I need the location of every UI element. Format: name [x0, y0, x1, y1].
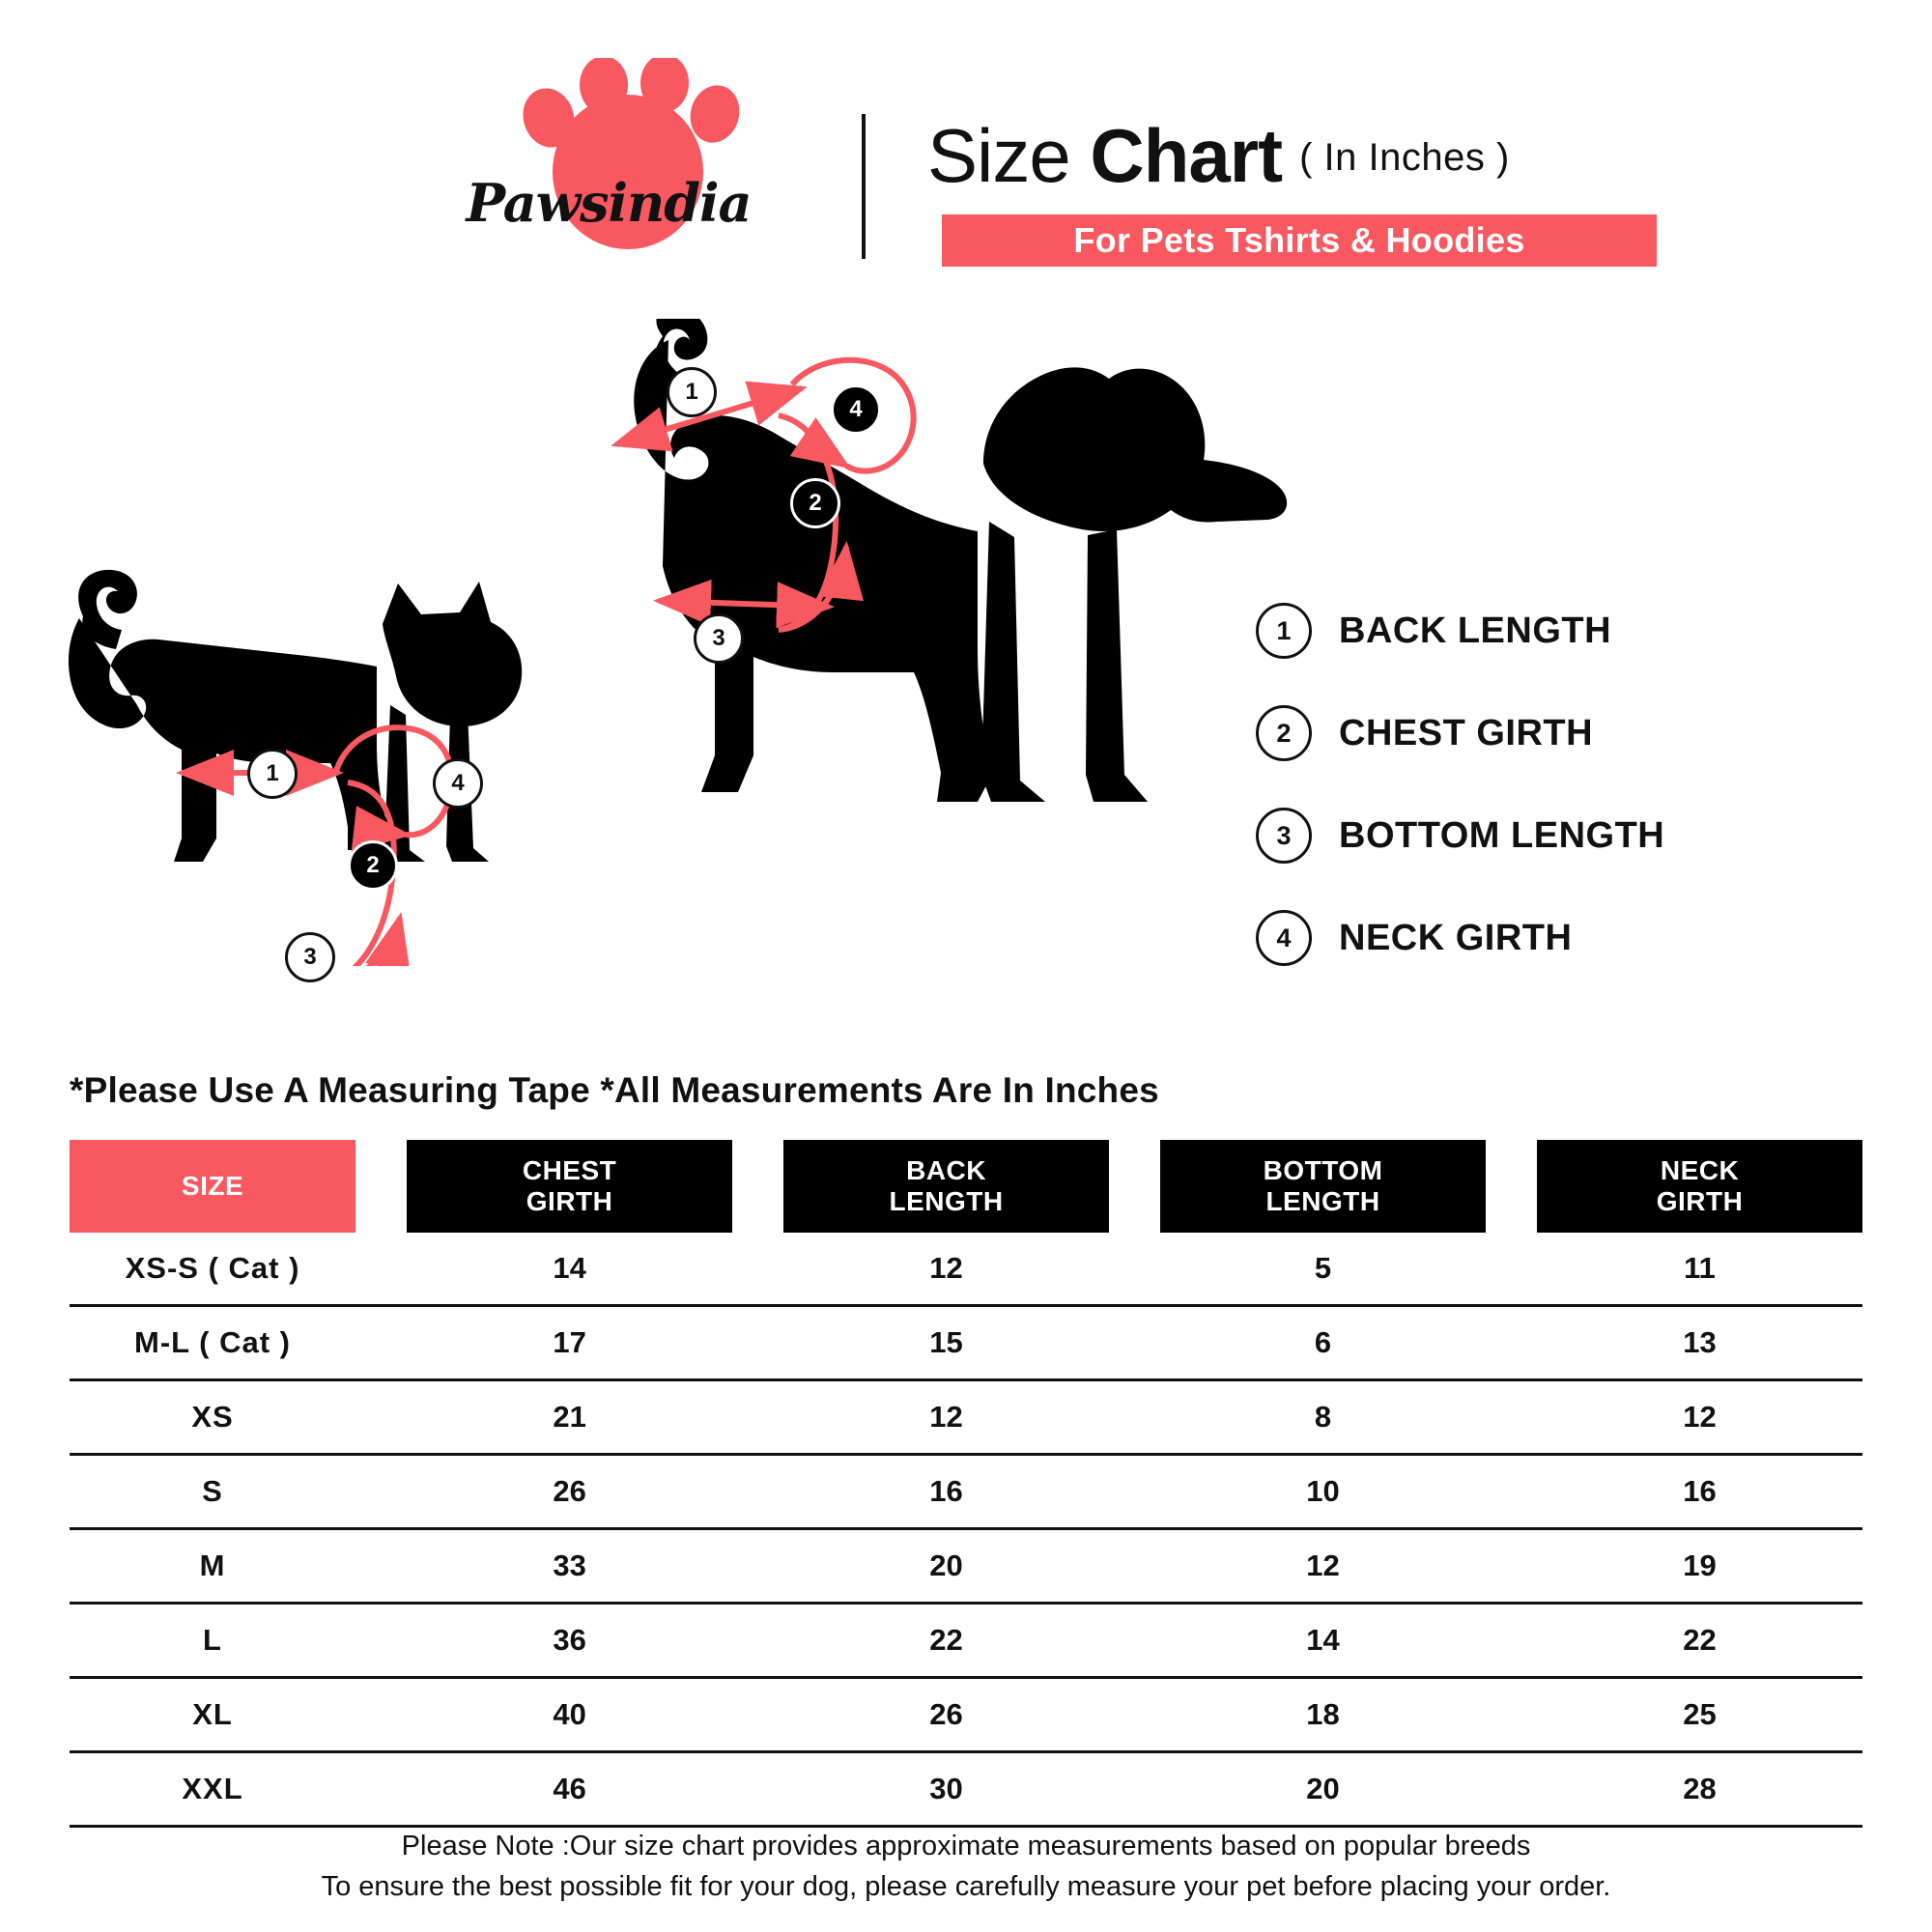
cell-size: L [70, 1604, 355, 1678]
legend-label-1: BACK LENGTH [1339, 610, 1612, 651]
col-header-size: SIZE [70, 1140, 355, 1233]
cell-size: XS [70, 1380, 355, 1455]
cell-chest: 14 [407, 1233, 732, 1306]
brand-name: Pawsindia [466, 172, 752, 234]
cell-bottom: 12 [1160, 1529, 1486, 1604]
col-header-neck-line2: GIRTH [1656, 1186, 1744, 1216]
cell-back: 15 [783, 1306, 1109, 1380]
cell-neck: 28 [1537, 1752, 1862, 1827]
table-row [70, 1380, 1862, 1455]
cell-back: 12 [783, 1380, 1109, 1455]
cell-chest: 33 [407, 1529, 732, 1604]
legend-item-neck-girth [1256, 887, 1835, 989]
brand-logo [425, 58, 831, 251]
legend-item-bottom-length [1256, 784, 1835, 887]
measurement-diagram [0, 348, 1932, 1024]
cell-back: 16 [783, 1455, 1109, 1529]
dog-marker-2: 2 [790, 478, 840, 528]
page-header [0, 39, 1932, 260]
table-row [70, 1455, 1862, 1529]
col-header-back-line1: BACK [906, 1154, 986, 1185]
legend-item-chest-girth [1256, 682, 1835, 784]
cell-bottom: 6 [1160, 1306, 1486, 1380]
cell-back: 20 [783, 1529, 1109, 1604]
col-header-neck-line1: NECK [1660, 1154, 1740, 1185]
col-header-bottom-length [1160, 1140, 1486, 1233]
cell-size: M [70, 1529, 355, 1604]
title-bold: Chart [1090, 113, 1283, 198]
table-row [70, 1604, 1862, 1678]
cell-chest: 40 [407, 1678, 732, 1752]
legend-item-back-length [1256, 580, 1835, 682]
title-unit: ( In Inches ) [1299, 136, 1510, 179]
cell-bottom: 14 [1160, 1604, 1486, 1678]
col-header-bottom-line1: BOTTOM [1263, 1154, 1383, 1185]
title-light: Size [927, 113, 1091, 198]
size-table [70, 1140, 1862, 1828]
measuring-note: *Please Use A Measuring Tape *All Measurements Are In Inches [70, 1070, 1159, 1110]
footnote [0, 1826, 1932, 1907]
cat-measurement-arrows [58, 464, 676, 966]
cell-chest: 17 [407, 1306, 732, 1380]
col-header-bottom-line2: LENGTH [1265, 1186, 1380, 1216]
footnote-line-2: To ensure the best possible fit for your dog, please carefully measure your pet before placing your order. [321, 1871, 1611, 1903]
dog-marker-4: 4 [831, 384, 881, 435]
legend-number-3: 3 [1256, 808, 1312, 864]
cat-marker-2: 2 [348, 840, 398, 891]
cell-back: 30 [783, 1752, 1109, 1827]
legend-number-4: 4 [1256, 910, 1312, 966]
legend-label-3: BOTTOM LENGTH [1339, 814, 1665, 856]
cat-marker-3: 3 [285, 932, 335, 982]
dog-marker-1: 1 [667, 367, 717, 417]
cell-size: S [70, 1455, 355, 1529]
col-header-chest-line2: GIRTH [526, 1186, 613, 1216]
cell-back: 26 [783, 1678, 1109, 1752]
cell-neck: 22 [1537, 1604, 1862, 1678]
cell-size: M-L ( Cat ) [70, 1306, 355, 1380]
cell-bottom: 20 [1160, 1752, 1486, 1827]
table-row [70, 1306, 1862, 1380]
col-header-chest-line1: CHEST [522, 1154, 617, 1185]
cell-neck: 19 [1537, 1529, 1862, 1604]
cell-size: XXL [70, 1752, 355, 1827]
cell-chest: 26 [407, 1455, 732, 1529]
dog-marker-3: 3 [694, 613, 744, 664]
cell-size: XS-S ( Cat ) [70, 1233, 355, 1306]
cell-neck: 11 [1537, 1233, 1862, 1306]
col-header-neck-girth [1537, 1140, 1862, 1233]
cell-back: 12 [783, 1233, 1109, 1306]
cell-chest: 46 [407, 1752, 732, 1827]
cell-neck: 25 [1537, 1678, 1862, 1752]
size-table-wrapper [70, 1140, 1862, 1828]
cell-chest: 36 [407, 1604, 732, 1678]
cell-size: XL [70, 1678, 355, 1752]
cell-back: 22 [783, 1604, 1109, 1678]
legend-number-1: 1 [1256, 603, 1312, 659]
legend-label-4: NECK GIRTH [1339, 917, 1573, 958]
legend-number-2: 2 [1256, 705, 1312, 761]
size-table-head [70, 1140, 1862, 1233]
cell-bottom: 10 [1160, 1455, 1486, 1529]
size-table-body [70, 1233, 1862, 1827]
cell-neck: 13 [1537, 1306, 1862, 1380]
cell-bottom: 8 [1160, 1380, 1486, 1455]
col-header-chest-girth [407, 1140, 732, 1233]
cell-neck: 16 [1537, 1455, 1862, 1529]
cell-bottom: 5 [1160, 1233, 1486, 1306]
cell-neck: 12 [1537, 1380, 1862, 1455]
table-row [70, 1233, 1862, 1306]
col-header-back-length [783, 1140, 1109, 1233]
cat-marker-4: 4 [433, 758, 483, 809]
cell-chest: 21 [407, 1380, 732, 1455]
cell-bottom: 18 [1160, 1678, 1486, 1752]
table-row [70, 1529, 1862, 1604]
page-subtitle: For Pets Tshirts & Hoodies [942, 214, 1657, 267]
table-row [70, 1752, 1862, 1827]
footnote-line-1: Please Note :Our size chart provides approximate measurements based on popular breeds [401, 1831, 1531, 1861]
table-row [70, 1678, 1862, 1752]
legend [1256, 580, 1835, 989]
page-title [927, 112, 1510, 200]
legend-label-2: CHEST GIRTH [1339, 712, 1594, 753]
col-header-back-line2: LENGTH [889, 1186, 1004, 1216]
cat-marker-1: 1 [247, 749, 298, 799]
header-divider [862, 114, 866, 259]
